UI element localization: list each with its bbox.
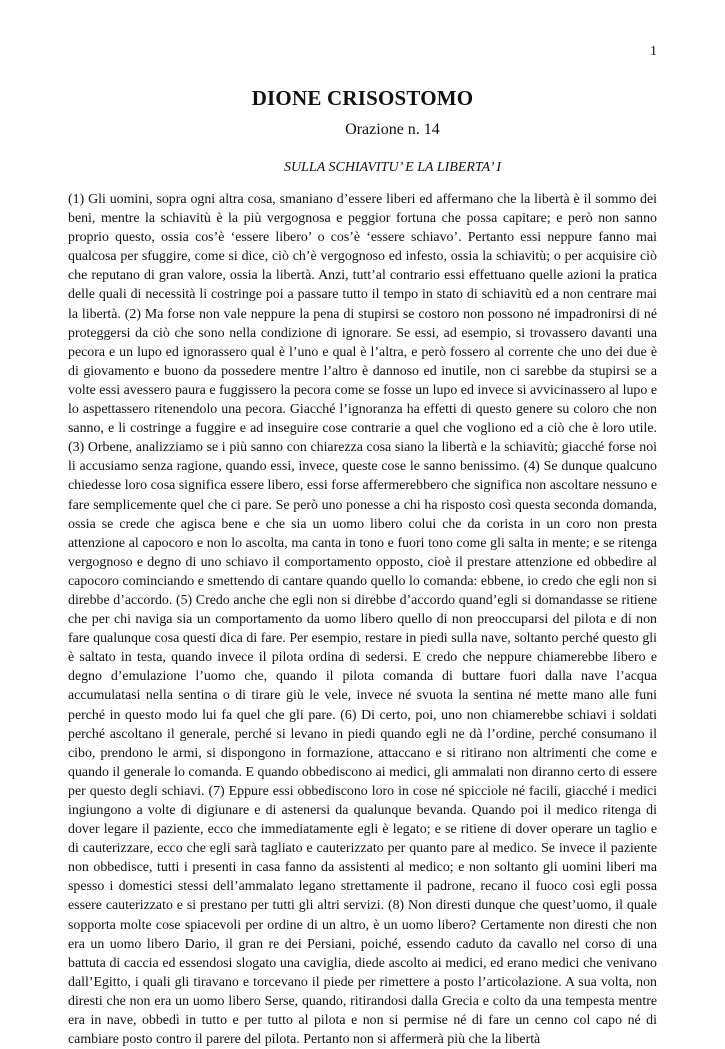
section-title: SULLA SCHIAVITU’ E LA LIBERTA’ I [284, 160, 501, 175]
page-title: DIONE CRISOSTOMO [251, 86, 474, 110]
body-text: (1) Gli uomini, sopra ogni altra cosa, smaniano d’essere liberi ed affermano che la libertà è il sommo dei beni, mentre la schiavitù è la più vergognosa e peggior fortuna che possa capitare; e però non sanno proprio questo, ossia cos’è ‘essere libero’ o cos’è ‘essere schiavo’. Pertanto essi neppure fanno mai qualcosa per sfuggire, come si dice, ciò ch’è vergognoso ed infesto, ossia la schiavitù; o per acquisire ciò che reputano di gran valore, ossia la libertà. Anzi, tutt’al contrario essi effettuano quelle azioni la pratica delle quali di necessità li costringe poi a passare tutto il tempo in stato di schiavitù ed a non centrare mai la libertà. (2) Ma forse non vale neppure la pena di stupirsi se costoro non possono né impadronirsi di né proteggersi da ciò che sono nella condizione di ignorare. Se essi, ad esempio, si trovassero davanti una pecora e un lupo ed ignorassero qual è l’uno e qual è l’altra, e però fossero al corrente che uno dei due è di giovamento e buono da possedere mentre l’altro è dannoso ed inutile, non ci sarebbe da stupirsi se a volte essi avessero paura e fuggissero la pecora come se fosse un lupo ed invece si avvicinassero al lupo e lo aspettassero ritenendolo una pecora. Giacché l’ignoranza ha effetti di questo genere su coloro che non sanno, e li costringe a fuggire e ad inseguire cose contrarie a quel che vogliono ed a ciò che è loro utile. (3) Orbene, analizziamo se i più sanno con chiarezza cosa siano la libertà e la schiavitù; giacché forse noi li accusiamo senza ragione, quando essi, invece, queste cose le sanno benissimo. (4) Se dunque qualcuno chiedesse loro cosa significa essere libero, essi forse affermerebbero che significa non ascoltare nessuno e fare semplicemente quel che ci pare. Se però uno ponesse a chi ha risposto così questa seconda domanda, ossia se crede che agisca bene e che sia un uomo libero colui che da corista in un coro non presta attenzione al capocoro e non lo ascolta, ma canta in tono e fuori tono come gli salta in mente; e se ritenga vergognoso e degno di uno schiavo il comportamento opposto, cioè il prestare attenzione ed obbedire al capocoro cominciando e smettendo di cantare quando quello lo comanda: ebbene, io credo che egli non si direbbe d’accordo. (5) Credo anche che egli non si direbbe d’accordo quand’egli si domandasse se ritiene che per chi naviga sia un comportamento da uomo libero quello di non preoccuparsi del pilota e di non fare qualunque cosa questi dica di fare. Per esempio, restare in piedi sulla nave, soltanto perché questo gli è saltato in testa, quando invece il pilota ordina di sedersi. E credo che neppure chiamerebbe libero e degno d’emulazione l’uomo che, quando il pilota comanda di buttare fuori dalla nave l’acqua accumulatasi nella sentina o di tirare giù le vele, invece né svuota la sentina né mette mano alle funi perché in questo modo lui fa quel che gli pare. (6) Di certo, poi, uno non chiamerebbe schiavi i soldati perché ascoltano il generale, perché si levano in piedi quando egli ne dà l’ordine, perché consumano il cibo, prendono le armi, si dispongono in formazione, attaccano e si ritirano non altrimenti che come e quando il generale lo comanda. E quando obbediscono ai medici, gli ammalati non diranno certo di essere per questo degli schiavi. (7) Eppure essi obbediscono loro in cose né spicciole né facili, giacché i medici ingiungono a volte di digiunare e di astenersi da qualunque bevanda. Quando poi il medico ritenga di dover legare il paziente, ecco che immediatamente egli è legato; e se ritiene di dover operare un taglio e di cauterizzare, ecco che egli sarà tagliato e cauterizzato per quanto pare al medico. Se invece il paziente non obbedisce, tutti i presenti in casa fanno da assistenti al medico; e non soltanto gli uomini liberi ma spesso i domestici stessi dell’ammalato legano strettamente il padrone, recano il fuoco così egli possa essere cauterizzato e si prestano per tutti gli altri servizi. (8) Non diresti dunque che quest’uomo, il quale sopporta molte cose spiacevoli per ordine di un altro, è un uomo libero? Certamente non diresti che non era un uomo libero Dario, il gran re dei Persiani, poiché, essendo caduto da cavallo nel corso di una battuta di caccia ed essendosi slogato una caviglia, diede ascolto ai medici, ed erano medici che venivano dall’Egitto, i quali gli tiravano e torcevano il piede per rimettere a posto l’articolazione. A sua volta, non diresti che non era un uomo libero Serse, quando, ritirandosi dalla Grecia e colto da una tempesta mentre era in nave, obbedì in tutto e per tutto al pilota e non si permise né di fare un cenno col capo né di cambiare posto contro il parere del pilota. Pertanto non si affermerà più che la libertà [68, 192, 657, 1048]
page-number: 1 [650, 44, 657, 59]
oration-subtitle: Orazione n. 14 [345, 121, 440, 138]
